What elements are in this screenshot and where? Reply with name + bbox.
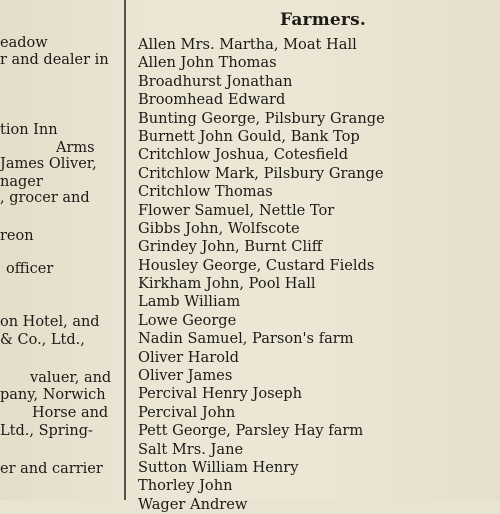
list-item: Oliver James [138,367,233,385]
farmers-list [138,36,500,514]
left-line: er and carrier [0,461,103,477]
list-item: Thorley John [138,477,233,495]
left-line: James Oliver, [0,156,97,172]
list-item: Percival Henry Joseph [138,385,302,403]
list-item: Kirkham John, Pool Hall [138,275,316,293]
left-column-cropped [0,0,122,500]
left-line: Horse and [32,405,109,421]
list-item: Critchlow Mark, Pilsbury Grange [138,164,384,182]
list-item: Grindey John, Burnt Cliff [138,238,323,256]
list-item: Housley George, Custard Fields [138,256,375,274]
list-item: Pett George, Parsley Hay farm [138,422,364,440]
left-line: on Hotel, and [0,314,100,330]
list-item: Nadin Samuel, Parson's farm [138,330,354,348]
left-line: & Co., Ltd., [0,332,85,348]
list-item: Gibbs John, Wolfscote [138,219,300,237]
column-divider [124,0,126,500]
list-item: Allen John Thomas [138,54,277,72]
section-heading: Farmers. [280,10,366,30]
left-line: eadow [0,35,48,51]
left-line: officer [6,261,54,277]
list-item: Broomhead Edward [138,91,286,109]
list-item: Allen Mrs. Martha, Moat Hall [138,36,357,53]
list-item: Salt Mrs. Jane [138,440,244,458]
left-line: r and dealer in [0,52,109,68]
left-line: , grocer and [0,190,90,206]
list-item: Wager Andrew [138,495,248,513]
list-item: Lowe George [138,311,237,329]
left-line: nager [0,174,43,190]
list-item: Critchlow Thomas [138,183,273,201]
left-line: valuer, and [30,370,112,386]
left-line: reon [0,228,34,244]
list-item: Burnett John Gould, Bank Top [138,127,360,145]
list-item: Percival John [138,403,236,421]
left-line: tion Inn [0,122,58,138]
list-item: Oliver Harold [138,348,239,366]
left-line: Ltd., Spring- [0,423,93,439]
list-item: Bunting George, Pilsbury Grange [138,109,385,127]
list-item: Broadhurst Jonathan [138,72,293,90]
list-item: Lamb William [138,293,241,311]
left-line: pany, Norwich [0,387,106,403]
list-item: Flower Samuel, Nettle Tor [138,201,335,219]
list-item: Critchlow Joshua, Cotesfield [138,146,349,164]
list-item: Sutton William Henry [138,458,299,476]
left-line: Arms [56,140,95,156]
